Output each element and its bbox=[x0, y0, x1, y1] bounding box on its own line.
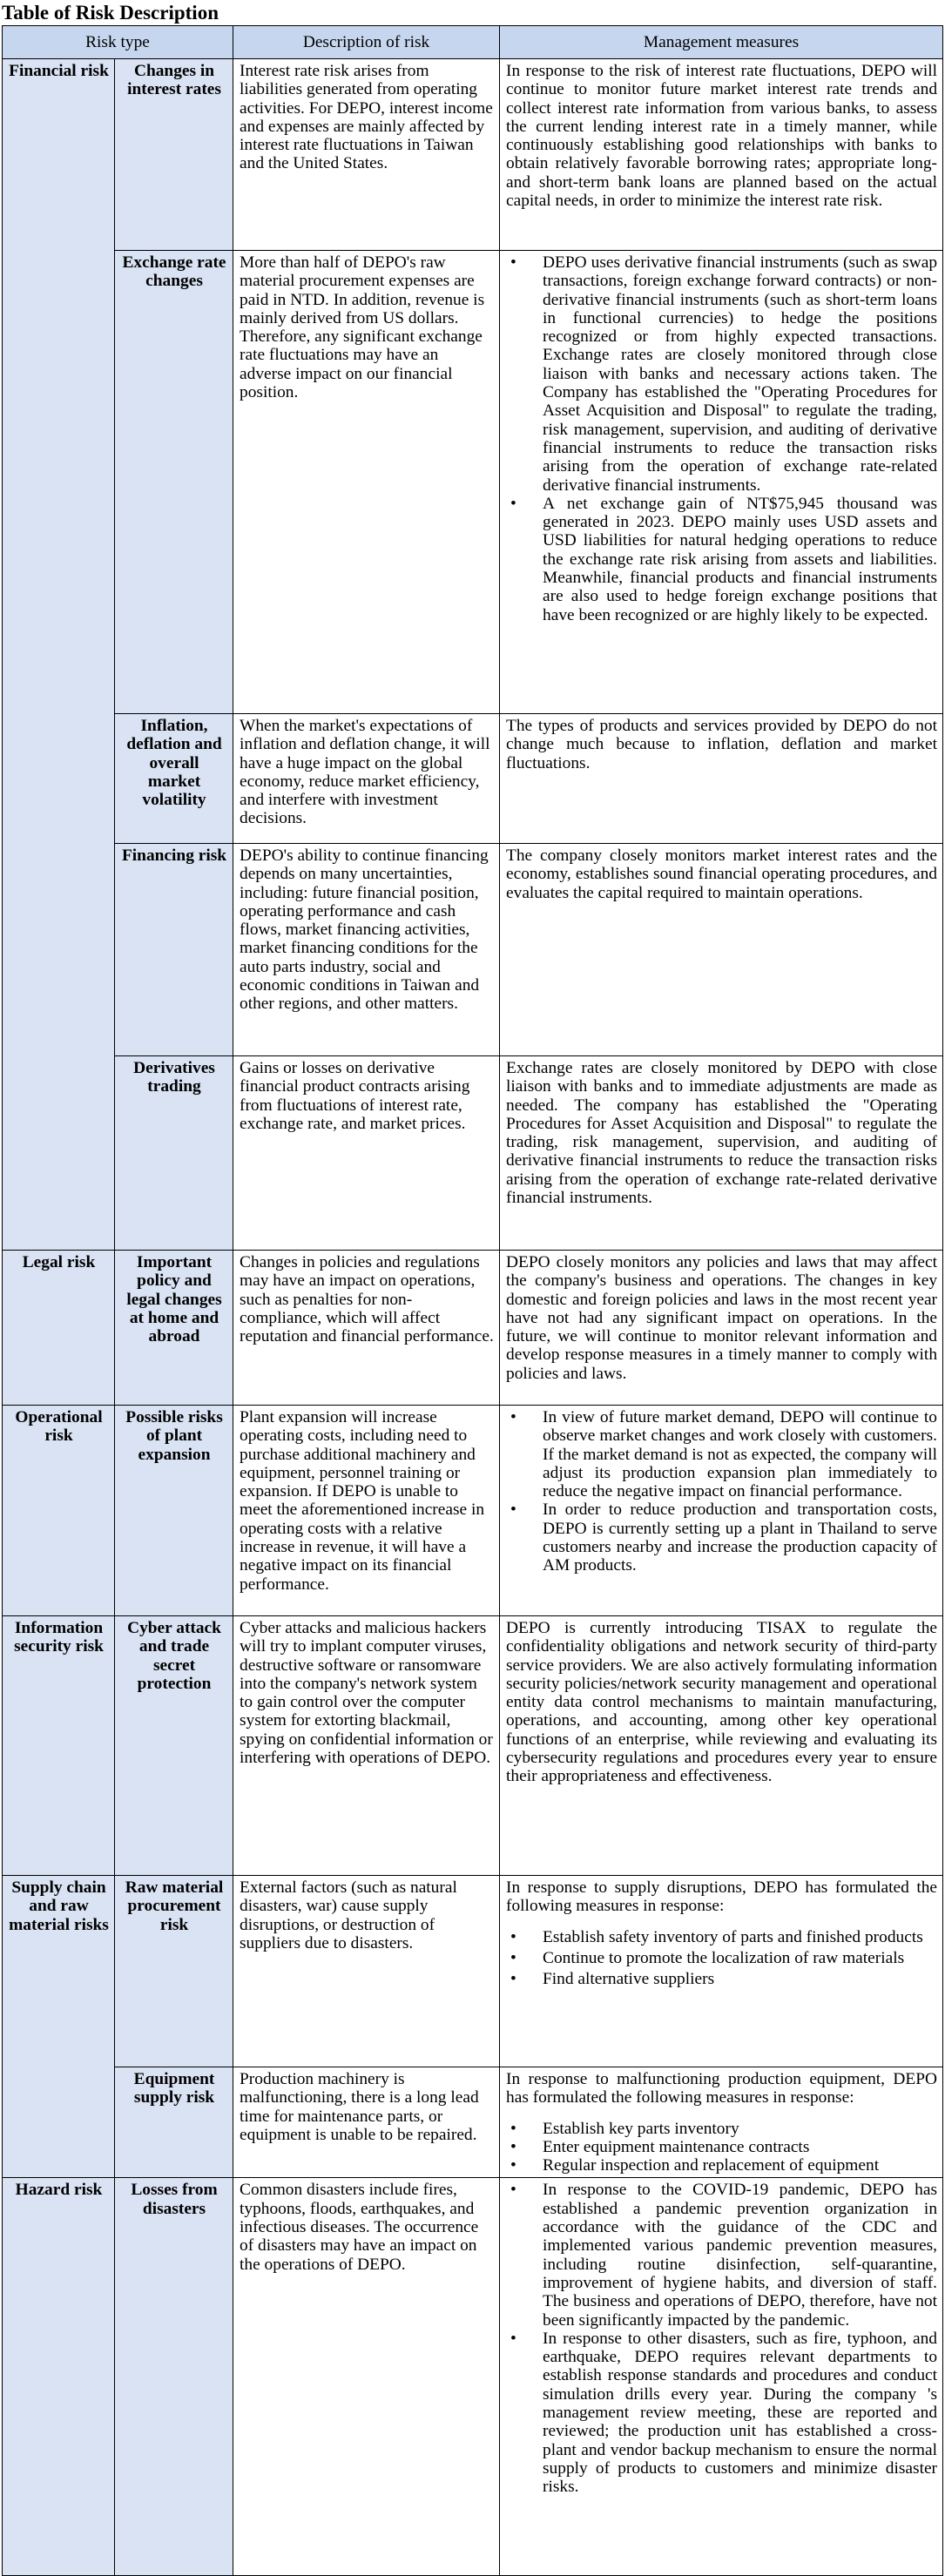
list-item: • Enter equipment maintenance contracts bbox=[506, 2138, 937, 2156]
management-measure: In response to the risk of interest rate fluctuations, DEPO will continue to monitor future market interest rate trends and collect interest rate information from various banks, to assess the current lending interest rate in a timely manner, while continuously establishing good relationships with banks to obtain relatively favorable borrowing rates; appropriate long- and short-term bank loans are planned based on the actual capital needs, in order to minimize the interest rate risk. bbox=[500, 59, 943, 251]
table-row bbox=[3, 2067, 943, 2178]
risk-description: Common disasters include fires, typhoons, floods, earthquakes, and infectious diseases. The occurrence of disasters may have an impact on the operations of DEPO. bbox=[233, 2178, 500, 2576]
table-row bbox=[3, 714, 943, 844]
header-risk-type: Risk type bbox=[3, 26, 233, 59]
category-financial-risk: Financial risk bbox=[3, 59, 115, 1251]
table-row bbox=[3, 1251, 943, 1406]
risk-description: Plant expansion will increase operating costs, including need to purchase additional machinery and equipment, personnel training or expansion. If DEPO is unable to meet the aforementioned increase in operating costs with a relative increase in revenue, it will have a negative impact on its financial performance. bbox=[233, 1406, 500, 1616]
list-item: • In response to other disasters, such as fire, typhoon, and earthquake, DEPO requires relevant departments to establish response standards and procedures and conduct simulation drills every year. During the company 's management review meeting, these are reported and reviewed; the production unit has established a cross-plant and vendor backup mechanism to ensure the normal supply of products to customers and minimize disaster risks. bbox=[506, 2330, 937, 2497]
subtype-label: Raw material procurement risk bbox=[115, 1876, 233, 2067]
list-item: • Find alternative suppliers bbox=[506, 1970, 937, 1988]
table-row bbox=[3, 1056, 943, 1251]
category-supply-chain-risk: Supply chain and raw material risks bbox=[3, 1876, 115, 2178]
management-measure: Exchange rates are closely monitored by DEPO with close liaison with banks and to immediate adjustments are made as needed. The company has established the "Operating Procedures for Asset Acquisition and Disposal" to regulate the trading, risk management, supervision, and auditing of derivative financial instruments to reduce the transaction risks arising from the operation of exchange rate-related derivative financial instruments. bbox=[500, 1056, 943, 1251]
subtype-label: Equipment supply risk bbox=[115, 2067, 233, 2178]
page-title: Table of Risk Description bbox=[2, 2, 219, 24]
category-information-security-risk: Information security risk bbox=[3, 1616, 115, 1876]
risk-description: Production machinery is malfunctioning, there is a long lead time for maintenance parts, or equipment is unable to be repaired. bbox=[233, 2067, 500, 2178]
management-measure bbox=[500, 251, 943, 714]
subtype-label: Possible risks of plant expansion bbox=[115, 1406, 233, 1616]
table-row bbox=[3, 1876, 943, 2067]
table-row bbox=[3, 844, 943, 1056]
list-item: • In view of future market demand, DEPO will continue to observe market changes and work closely with customers. If the market demand is not as expected, the company will adjust its production expansion plan immediately to reduce the negative impact on financial performance. bbox=[506, 1408, 937, 1500]
management-measure: The types of products and services provided by DEPO do not change much because to inflation, deflation and market fluctuations. bbox=[500, 714, 943, 844]
list-item: • In response to the COVID-19 pandemic, DEPO has established a pandemic prevention organization in accordance with the guidance of the CDC and implemented various pandemic prevention measures, including routine disinfection, self-quarantine, improvement of hygiene habits, and diversion of staff. The business and operations of DEPO, therefore, have not been significantly impacted by the pandemic. bbox=[506, 2181, 937, 2329]
risk-description: DEPO's ability to continue financing depends on many uncertainties, including: future financial position, operating performance and cash flows, market financing activities, market financing conditions for the auto parts industry, social and economic conditions in Taiwan and other regions, and other matters. bbox=[233, 844, 500, 1056]
list-item: • Establish safety inventory of parts and finished products bbox=[506, 1928, 937, 1946]
management-measure: DEPO is currently introducing TISAX to regulate the confidentiality obligations and network security of third-party service providers. We are also actively formulating information security policies/network security management and operational entity data control mechanisms to maintain manufacturing, operations, and accounting, among other key operational functions of an enterprise, while reviewing and evaluating its cybersecurity regulations and procedures every year to ensure their appropriateness and effectiveness. bbox=[500, 1616, 943, 1876]
category-hazard-risk: Hazard risk bbox=[3, 2178, 115, 2576]
management-intro: In response to malfunctioning production equipment, DEPO has formulated the following measures in response: bbox=[506, 2070, 938, 2107]
management-bullet-list bbox=[506, 1928, 937, 1989]
table-header-row bbox=[3, 26, 943, 59]
table-row bbox=[3, 1406, 943, 1616]
list-item: • Continue to promote the localization of raw materials bbox=[506, 1949, 937, 1967]
table-row bbox=[3, 251, 943, 714]
subtype-label: Derivatives trading bbox=[115, 1056, 233, 1251]
list-item: • In order to reduce production and transportation costs, DEPO is currently setting up a plant in Thailand to serve customers nearby and increase the production capacity of AM products. bbox=[506, 1500, 937, 1575]
subtype-label: Losses from disasters bbox=[115, 2178, 233, 2576]
management-measure: DEPO closely monitors any policies and laws that may affect the company's business and operations. The changes in key domestic and foreign policies and laws in the most recent year have not had any significant impact on operations. In the future, we will continue to monitor relevant information and develop response measures in a timely manner to comply with policies and laws. bbox=[500, 1251, 943, 1406]
management-bullet-list bbox=[506, 2181, 937, 2496]
risk-description: When the market's expectations of inflation and deflation change, it will have a huge impact on the global economy, reduce market efficiency, and interfere with investment decisions. bbox=[233, 714, 500, 844]
management-measure bbox=[500, 2067, 943, 2178]
list-item: • Establish key parts inventory bbox=[506, 2120, 937, 2138]
management-bullet-list bbox=[506, 2120, 937, 2175]
category-legal-risk: Legal risk bbox=[3, 1251, 115, 1406]
risk-description: Gains or losses on derivative financial product contracts arising from fluctuations of interest rate, exchange rate, and market prices. bbox=[233, 1056, 500, 1251]
table-row bbox=[3, 1616, 943, 1876]
risk-description-table bbox=[2, 25, 943, 2576]
risk-description: Interest rate risk arises from liabilities generated from operating activities. For DEPO, interest income and expenses are mainly affected by interest rate fluctuations in Taiwan and the United States. bbox=[233, 59, 500, 251]
management-intro: In response to supply disruptions, DEPO has formulated the following measures in response: bbox=[506, 1878, 938, 1916]
risk-description: External factors (such as natural disasters, war) cause supply disruptions, or destruction of suppliers due to disasters. bbox=[233, 1876, 500, 2067]
table-row bbox=[3, 2178, 943, 2576]
subtype-label: Cyber attack and trade secret protection bbox=[115, 1616, 233, 1876]
list-item: • A net exchange gain of NT$75,945 thousand was generated in 2023. DEPO mainly uses USD assets and USD liabilities for natural hedging operations to reduce the exchange rate risk arising from assets and liabilities. Meanwhile, financial products and financial instruments are also used to hedge foreign exchange positions that have been recognized or are highly likely to be expected. bbox=[506, 495, 937, 624]
table-row bbox=[3, 59, 943, 251]
category-operational-risk: Operational risk bbox=[3, 1406, 115, 1616]
risk-description: Changes in policies and regulations may have an impact on operations, such as penalties for non-compliance, which will affect reputation and financial performance. bbox=[233, 1251, 500, 1406]
subtype-label: Financing risk bbox=[115, 844, 233, 1056]
subtype-label: Exchange rate changes bbox=[115, 251, 233, 714]
list-item: • DEPO uses derivative financial instruments (such as swap transactions, foreign exchange forward contracts) or non-derivative financial instruments (such as short-term loans in functional currencies) to hedge the positions recognized or from highly expected transactions. Exchange rates are closely monitored through close liaison with banks and necessary actions taken. The Company has established the "Operating Procedures for Asset Acquisition and Disposal" to regulate the trading, risk management, supervision, and auditing of derivative financial instruments to reduce the transaction risks arising from the operation of exchange rate-related derivative financial instruments. bbox=[506, 253, 937, 495]
subtype-label: Inflation, deflation and overall market volatility bbox=[115, 714, 233, 844]
management-bullet-list bbox=[506, 1408, 937, 1575]
management-measure bbox=[500, 2178, 943, 2576]
header-management: Management measures bbox=[500, 26, 943, 59]
list-item: • Regular inspection and replacement of equipment bbox=[506, 2156, 937, 2175]
subtype-label: Important policy and legal changes at home and abroad bbox=[115, 1251, 233, 1406]
subtype-label: Changes in interest rates bbox=[115, 59, 233, 251]
risk-description: Cyber attacks and malicious hackers will try to implant computer viruses, destructive software or ransomware into the company's network system to gain control over the computer system for extorting blackmail, spying on confidential information or interfering with operations of DEPO. bbox=[233, 1616, 500, 1876]
management-measure: The company closely monitors market interest rates and the economy, establishes sound financial operating procedures, and evaluates the capital required to maintain operations. bbox=[500, 844, 943, 1056]
management-bullet-list bbox=[506, 253, 937, 624]
risk-description: More than half of DEPO's raw material procurement expenses are paid in NTD. In addition, revenue is mainly derived from US dollars. Therefore, any significant exchange rate fluctuations may have an adverse impact on our financial position. bbox=[233, 251, 500, 714]
management-measure bbox=[500, 1876, 943, 2067]
management-measure bbox=[500, 1406, 943, 1616]
header-description: Description of risk bbox=[233, 26, 500, 59]
